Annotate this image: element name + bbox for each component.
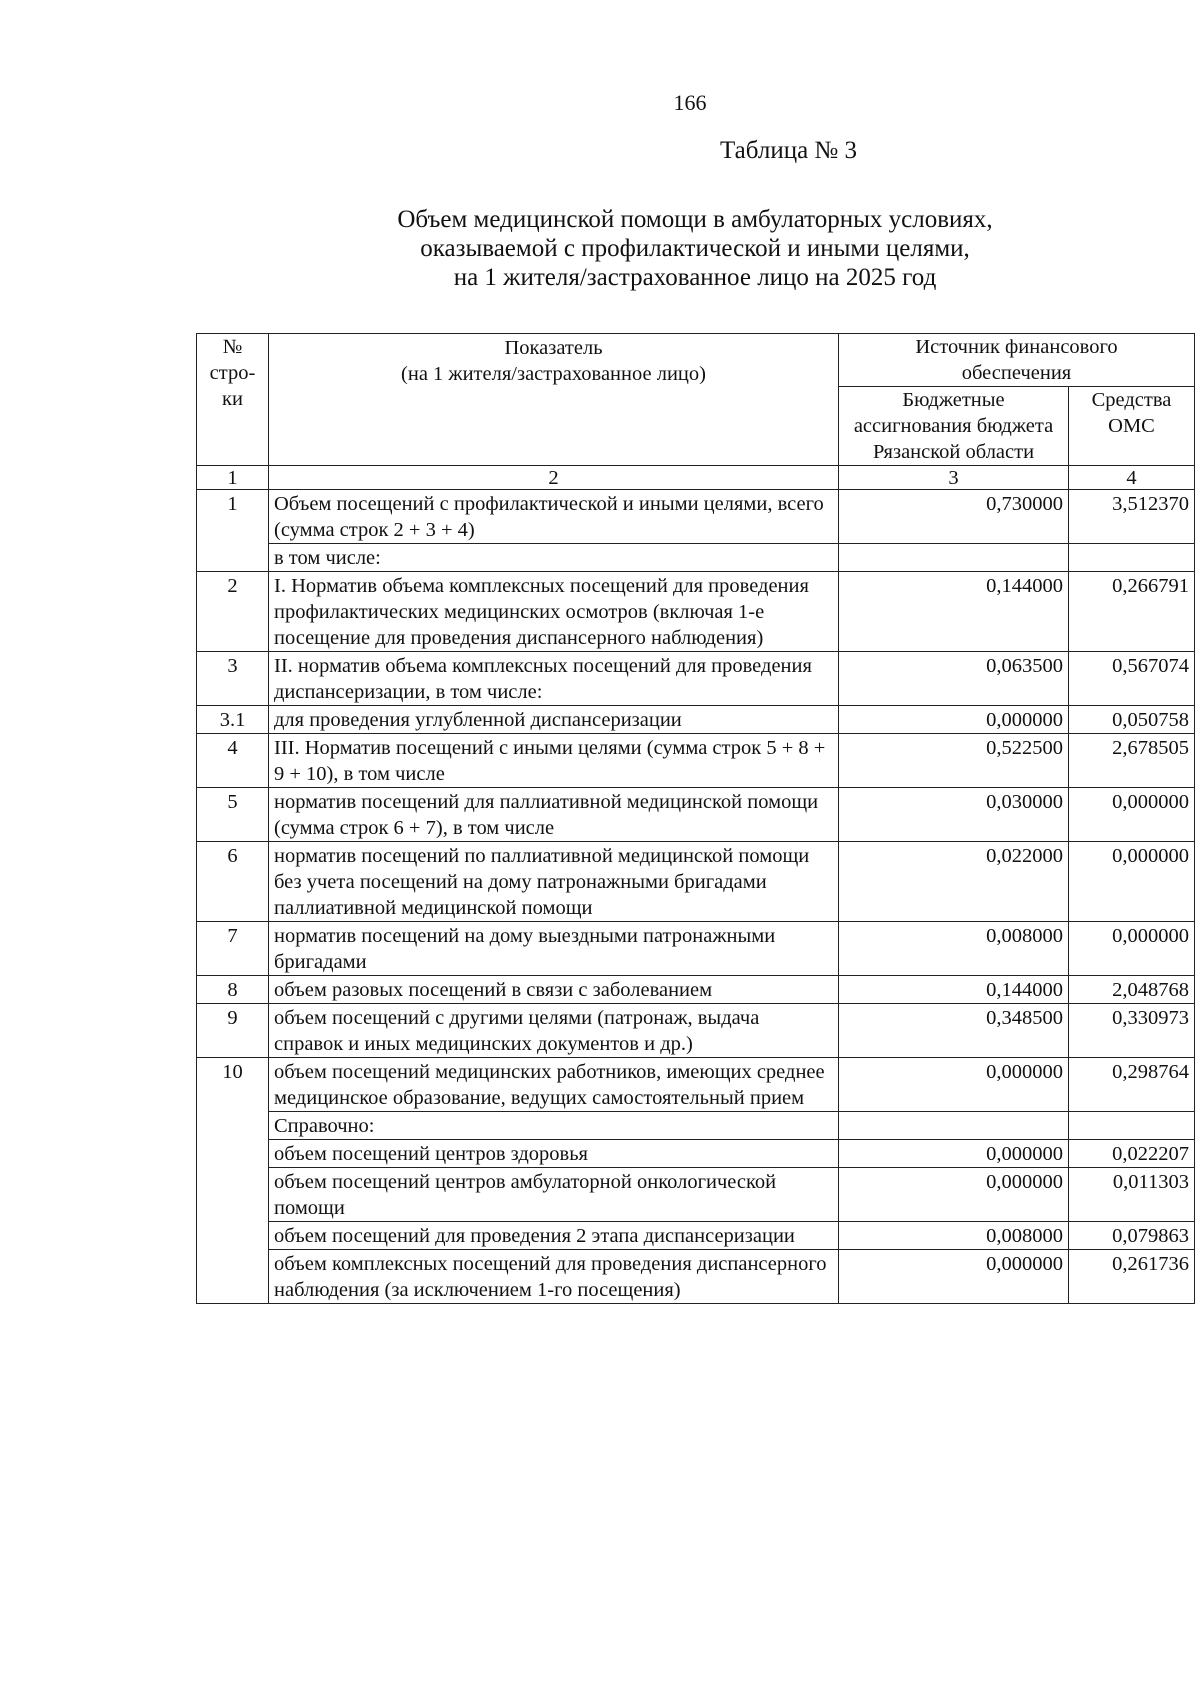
row-number-cell — [197, 544, 269, 572]
indicator-cell: объем разовых посещений в связи с заболеванием — [269, 976, 839, 1004]
column-index-cell: 1 — [197, 466, 269, 490]
row-number-cell — [197, 1250, 269, 1304]
indicator-cell: объем посещений центров здоровья — [269, 1140, 839, 1168]
oms-value-cell: 2,678505 — [1069, 734, 1195, 788]
indicator-cell: I. Норматив объема комплексных посещений для проведения профилактических медицинских осмотров (включая 1-е посещение для проведения диспансерного наблюдения) — [269, 572, 839, 652]
header-indicator-line-1: Показатель — [504, 337, 603, 359]
budget-value-cell: 0,144000 — [839, 572, 1069, 652]
budget-value-cell: 0,000000 — [839, 1140, 1069, 1168]
table-row — [197, 1222, 1195, 1250]
oms-value-cell: 2,048768 — [1069, 976, 1195, 1004]
indicator-cell: норматив посещений по паллиативной медицинской помощи без учета посещений на дому патронажными бригадами паллиативной медицинской помощи — [269, 842, 839, 922]
table-row — [197, 1250, 1195, 1304]
table-row — [197, 1168, 1195, 1222]
indicator-cell: объем посещений для проведения 2 этапа диспансеризации — [269, 1222, 839, 1250]
budget-value-cell: 0,063500 — [839, 652, 1069, 706]
row-number-cell — [197, 1112, 269, 1140]
oms-value-cell: 0,567074 — [1069, 652, 1195, 706]
indicator-cell: объем посещений с другими целями (патронаж, выдача справок и иных медицинских документов и др.) — [269, 1004, 839, 1058]
header-row-1 — [197, 334, 1195, 387]
table-row — [197, 1140, 1195, 1168]
oms-value-cell: 0,330973 — [1069, 1004, 1195, 1058]
budget-value-cell: 0,030000 — [839, 788, 1069, 842]
header-row-number: № стро- ки — [197, 334, 269, 466]
table-row — [197, 652, 1195, 706]
table-row — [197, 922, 1195, 976]
title-line-1: Объем медицинской помощи в амбулаторных условиях, — [397, 206, 993, 233]
table-row — [197, 706, 1195, 734]
budget-value-cell: 0,522500 — [839, 734, 1069, 788]
budget-value-cell: 0,000000 — [839, 1168, 1069, 1222]
indicator-cell: II. норматив объема комплексных посещений для проведения диспансеризации, в том числе: — [269, 652, 839, 706]
header-funding-source: Источник финансового обеспечения — [839, 334, 1195, 387]
indicator-cell: в том числе: — [269, 544, 839, 572]
indicator-cell: норматив посещений для паллиативной медицинской помощи (сумма строк 6 + 7), в том числе — [269, 788, 839, 842]
budget-value-cell: 0,000000 — [839, 1250, 1069, 1304]
row-number-cell: 1 — [197, 490, 269, 544]
budget-value-cell: 0,348500 — [839, 1004, 1069, 1058]
table-row — [197, 1058, 1195, 1112]
row-number-cell: 6 — [197, 842, 269, 922]
budget-value-cell: 0,000000 — [839, 1058, 1069, 1112]
volume-table — [196, 333, 1195, 1304]
oms-value-cell: 0,022207 — [1069, 1140, 1195, 1168]
column-index-cell: 3 — [839, 466, 1069, 490]
budget-value-cell: 0,008000 — [839, 922, 1069, 976]
table-row — [197, 1112, 1195, 1140]
title-line-3: на 1 жителя/застрахованное лицо на 2025 год — [453, 264, 937, 291]
table-row — [197, 842, 1195, 922]
table-number: Таблица № 3 — [720, 137, 858, 164]
row-number-cell: 4 — [197, 734, 269, 788]
column-index-row — [197, 466, 1195, 490]
budget-value-cell: 0,008000 — [839, 1222, 1069, 1250]
row-number-cell: 3 — [197, 652, 269, 706]
oms-value-cell: 0,050758 — [1069, 706, 1195, 734]
row-number-cell: 3.1 — [197, 706, 269, 734]
oms-value-cell: 3,512370 — [1069, 490, 1195, 544]
row-number-cell: 5 — [197, 788, 269, 842]
row-number-cell: 10 — [197, 1058, 269, 1112]
indicator-cell: III. Норматив посещений с иными целями (сумма строк 5 + 8 + 9 + 10), в том числе — [269, 734, 839, 788]
table-row — [197, 976, 1195, 1004]
row-number-cell: 7 — [197, 922, 269, 976]
oms-value-cell: 0,079863 — [1069, 1222, 1195, 1250]
budget-value-cell: 0,144000 — [839, 976, 1069, 1004]
header-oms: Средства ОМС — [1069, 387, 1195, 466]
table-row — [197, 544, 1195, 572]
document-title — [330, 205, 1060, 292]
row-number-cell: 2 — [197, 572, 269, 652]
row-number-cell: 8 — [197, 976, 269, 1004]
table-row — [197, 572, 1195, 652]
page-number: 166 — [673, 90, 707, 115]
oms-value-cell: 0,261736 — [1069, 1250, 1195, 1304]
budget-value-cell — [839, 544, 1069, 572]
column-index-cell: 4 — [1069, 466, 1195, 490]
row-number-cell: 9 — [197, 1004, 269, 1058]
budget-value-cell: 0,022000 — [839, 842, 1069, 922]
column-index-cell: 2 — [269, 466, 839, 490]
header-indicator-line-2: (на 1 жителя/застрахованное лицо) — [401, 363, 706, 385]
table-row — [197, 490, 1195, 544]
indicator-cell: Объем посещений с профилактической и иными целями, всего (сумма строк 2 + 3 + 4) — [269, 490, 839, 544]
table-row — [197, 734, 1195, 788]
table-body — [197, 466, 1195, 1304]
budget-value-cell — [839, 1112, 1069, 1140]
indicator-cell: для проведения углубленной диспансеризации — [269, 706, 839, 734]
title-line-2: оказываемой с профилактической и иными целями, — [420, 235, 970, 262]
row-number-cell — [197, 1168, 269, 1222]
budget-value-cell: 0,730000 — [839, 490, 1069, 544]
oms-value-cell: 0,011303 — [1069, 1168, 1195, 1222]
indicator-cell: объем посещений медицинских работников, имеющих среднее медицинское образование, ведущих самостоятельный прием — [269, 1058, 839, 1112]
header-indicator — [269, 334, 839, 466]
indicator-cell: объем комплексных посещений для проведения диспансерного наблюдения (за исключением 1-го посещения) — [269, 1250, 839, 1304]
oms-value-cell — [1069, 1112, 1195, 1140]
table-row — [197, 1004, 1195, 1058]
oms-value-cell: 0,000000 — [1069, 922, 1195, 976]
oms-value-cell: 0,266791 — [1069, 572, 1195, 652]
oms-value-cell — [1069, 544, 1195, 572]
indicator-cell: Справочно: — [269, 1112, 839, 1140]
indicator-cell: объем посещений центров амбулаторной онкологической помощи — [269, 1168, 839, 1222]
indicator-cell: норматив посещений на дому выездными патронажными бригадами — [269, 922, 839, 976]
header-budget: Бюджетные ассигнования бюджета Рязанской области — [839, 387, 1069, 466]
oms-value-cell: 0,000000 — [1069, 788, 1195, 842]
oms-value-cell: 0,000000 — [1069, 842, 1195, 922]
table-row — [197, 788, 1195, 842]
row-number-cell — [197, 1140, 269, 1168]
oms-value-cell: 0,298764 — [1069, 1058, 1195, 1112]
row-number-cell — [197, 1222, 269, 1250]
budget-value-cell: 0,000000 — [839, 706, 1069, 734]
